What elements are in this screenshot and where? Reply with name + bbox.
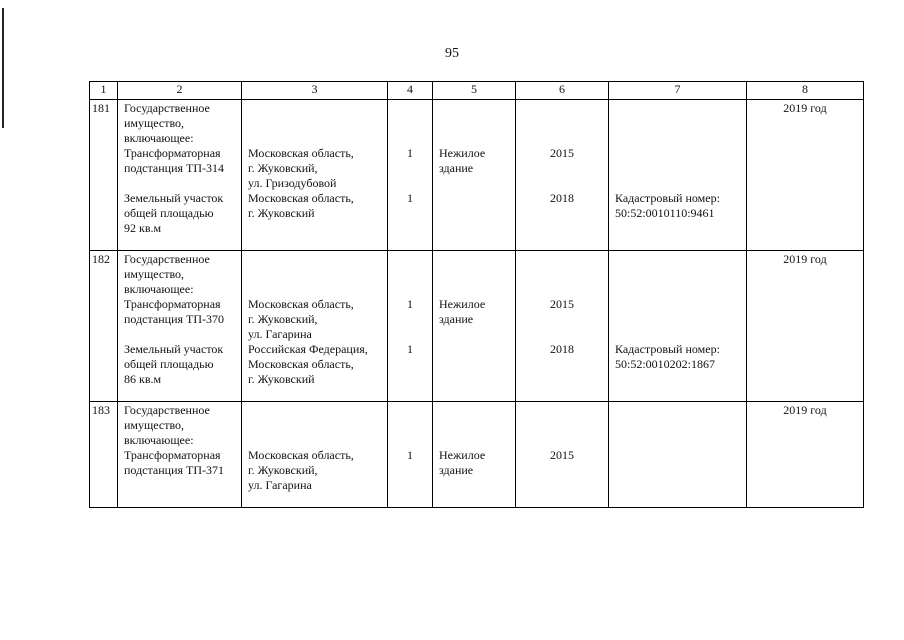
property-address-cell	[242, 100, 388, 251]
property-note-cell	[609, 402, 747, 508]
property-name-cell	[118, 402, 242, 508]
property-name: Государственное имущество, включающее:	[124, 403, 210, 447]
property-note	[615, 448, 746, 507]
property-year: 2018	[550, 191, 574, 205]
property-quantity: 1	[407, 146, 413, 160]
property-address-cell	[242, 251, 388, 402]
property-name: Земельный участок общей площадью 86 кв.м	[124, 342, 224, 386]
row-year: 2019 год	[747, 100, 864, 251]
property-year: 2015	[550, 448, 574, 462]
property-type: Нежилое здание	[439, 146, 486, 175]
property-note: Кадастровый номер: 50:52:0010202:1867	[615, 342, 720, 371]
property-type	[439, 403, 515, 448]
property-address: Московская область, г. Жуковский	[248, 191, 354, 220]
property-type-cell	[433, 100, 516, 251]
header-cell-8: 8	[747, 82, 864, 100]
header-row	[90, 82, 864, 100]
row-number: 182	[90, 251, 118, 402]
property-address: Московская область, г. Жуковский, ул. Гагарина	[248, 297, 354, 341]
property-type-cell	[433, 402, 516, 508]
property-type	[439, 191, 515, 250]
property-note: Кадастровый номер: 50:52:0010110:9461	[615, 191, 720, 220]
property-type: Нежилое здание	[439, 297, 486, 326]
property-note	[615, 146, 746, 191]
property-year	[516, 403, 608, 448]
property-note-cell	[609, 251, 747, 402]
property-address: Российская Федерация, Московская область, г. Жуковский	[248, 342, 368, 386]
property-year-cell	[516, 100, 609, 251]
property-name: Трансформаторная подстанция ТП-314	[124, 146, 225, 175]
table-row	[90, 100, 864, 251]
header-cell-7: 7	[609, 82, 747, 100]
property-type-cell	[433, 251, 516, 402]
property-quantity: 1	[407, 191, 413, 205]
property-quantity: 1	[407, 297, 413, 311]
property-note	[615, 297, 746, 342]
property-quantity: 1	[407, 342, 413, 356]
property-year: 2018	[550, 342, 574, 356]
property-table	[89, 81, 864, 508]
header-cell-6: 6	[516, 82, 609, 100]
page-number: 95	[445, 46, 459, 61]
property-address	[248, 403, 387, 448]
property-name: Земельный участок общей площадью 92 кв.м	[124, 191, 224, 235]
property-type	[439, 101, 515, 146]
property-name: Трансформаторная подстанция ТП-370	[124, 297, 225, 326]
property-quantity: 1	[407, 448, 413, 462]
header-cell-2: 2	[118, 82, 242, 100]
table-row	[90, 251, 864, 402]
property-note-cell	[609, 100, 747, 251]
property-note	[615, 403, 746, 448]
property-year	[516, 252, 608, 297]
header-cell-1: 1	[90, 82, 118, 100]
property-type: Нежилое здание	[439, 448, 486, 477]
row-year: 2019 год	[747, 251, 864, 402]
margin-line	[2, 8, 4, 128]
table-row	[90, 402, 864, 508]
property-year	[516, 101, 608, 146]
header-cell-3: 3	[242, 82, 388, 100]
property-name: Государственное имущество, включающее:	[124, 252, 210, 296]
property-address	[248, 101, 387, 146]
property-quantity	[388, 403, 432, 448]
property-address: Московская область, г. Жуковский, ул. Гризодубовой	[248, 146, 354, 190]
property-address-cell	[242, 402, 388, 508]
property-note	[615, 101, 746, 146]
property-address: Московская область, г. Жуковский, ул. Гагарина	[248, 448, 354, 492]
property-name-cell	[118, 100, 242, 251]
header-cell-4: 4	[388, 82, 433, 100]
property-quantity-cell	[388, 402, 433, 508]
property-quantity	[388, 101, 432, 146]
property-quantity-cell	[388, 251, 433, 402]
property-address	[248, 252, 387, 297]
property-quantity-cell	[388, 100, 433, 251]
property-name: Государственное имущество, включающее:	[124, 101, 210, 145]
header-cell-5: 5	[433, 82, 516, 100]
property-type	[439, 252, 515, 297]
property-year-cell	[516, 402, 609, 508]
property-quantity	[388, 252, 432, 297]
row-year: 2019 год	[747, 402, 864, 508]
property-note	[615, 252, 746, 297]
property-year: 2015	[550, 297, 574, 311]
property-year: 2015	[550, 146, 574, 160]
property-type	[439, 342, 515, 401]
row-number: 181	[90, 100, 118, 251]
property-name-cell	[118, 251, 242, 402]
row-number: 183	[90, 402, 118, 508]
property-name: Трансформаторная подстанция ТП-371	[124, 448, 225, 477]
property-year-cell	[516, 251, 609, 402]
